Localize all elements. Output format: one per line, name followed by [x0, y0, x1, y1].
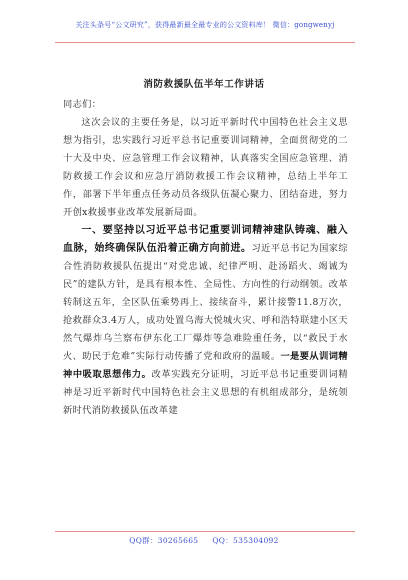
salutation: 同志们： [63, 99, 102, 110]
section-1-text-a: 习近平总书记为国家综合性消防救援队伍提出“对党忠诚、纪律严明、赴汤蹈火、竭诚为民”的建队方针，是具有根本性、全局性、方向性的行动纲领。改革转制这五年，全区队伍乘势再上、接续奋斗，累计接警11.8万次，抢救群众3.4万人，成功处置乌海大悦城火灾、呼和浩特联建小区天然气爆炸乌兰察布伊东化工厂爆炸等急难险重任务，以“救民于水火、助民于危难”实际行动传播了党和政府的温暖。 [63, 243, 348, 362]
document-body [63, 96, 348, 420]
footer [0, 535, 408, 546]
section-1-heading: 一、要坚持以习近平总书记重要训词精神建队铸魂、融入血脉，始终确保队伍沿着正确方向前进。 [63, 225, 348, 254]
intro-paragraph: 这次会议的主要任务是，以习近平新时代中国特色社会主义思想为指引，忠实践行习近平总书记重要训词精神，全面贯彻党的二十大及中央、应急管理工作会议精神，认真落实全国应急管理、消防救援工作会议和应急厅消防救援工作会议精神，总结上半年工作，部署下半年重点任务动员各级队伍凝心聚力、团结奋进，努力开创x救援事业改革发展新局面。 [63, 117, 348, 218]
document-title: 消防救援队伍半年工作讲话 [143, 79, 265, 90]
section-1-paragraph [63, 222, 348, 420]
footer-qq[interactable]: QQ：535304092 [212, 536, 279, 545]
header-divider [55, 42, 355, 43]
section-1-bold-point: 一是要从训词精神中吸取思想伟力。 [63, 351, 348, 380]
footer-divider [55, 531, 355, 532]
header-banner[interactable]: 关注头条号“公文研究”，获得最新最全最专业的公文资料库！ 微信：gongwenyj [75, 21, 335, 29]
footer-qq-group[interactable]: QQ群：30265665 [129, 536, 199, 545]
section-1-text-b: 改革实践充分证明，习近平总书记重要训词精神是习近平新时代中国特色社会主义思想的有机组成部分，是统领新时代消防救援队伍改革建 [63, 369, 348, 416]
